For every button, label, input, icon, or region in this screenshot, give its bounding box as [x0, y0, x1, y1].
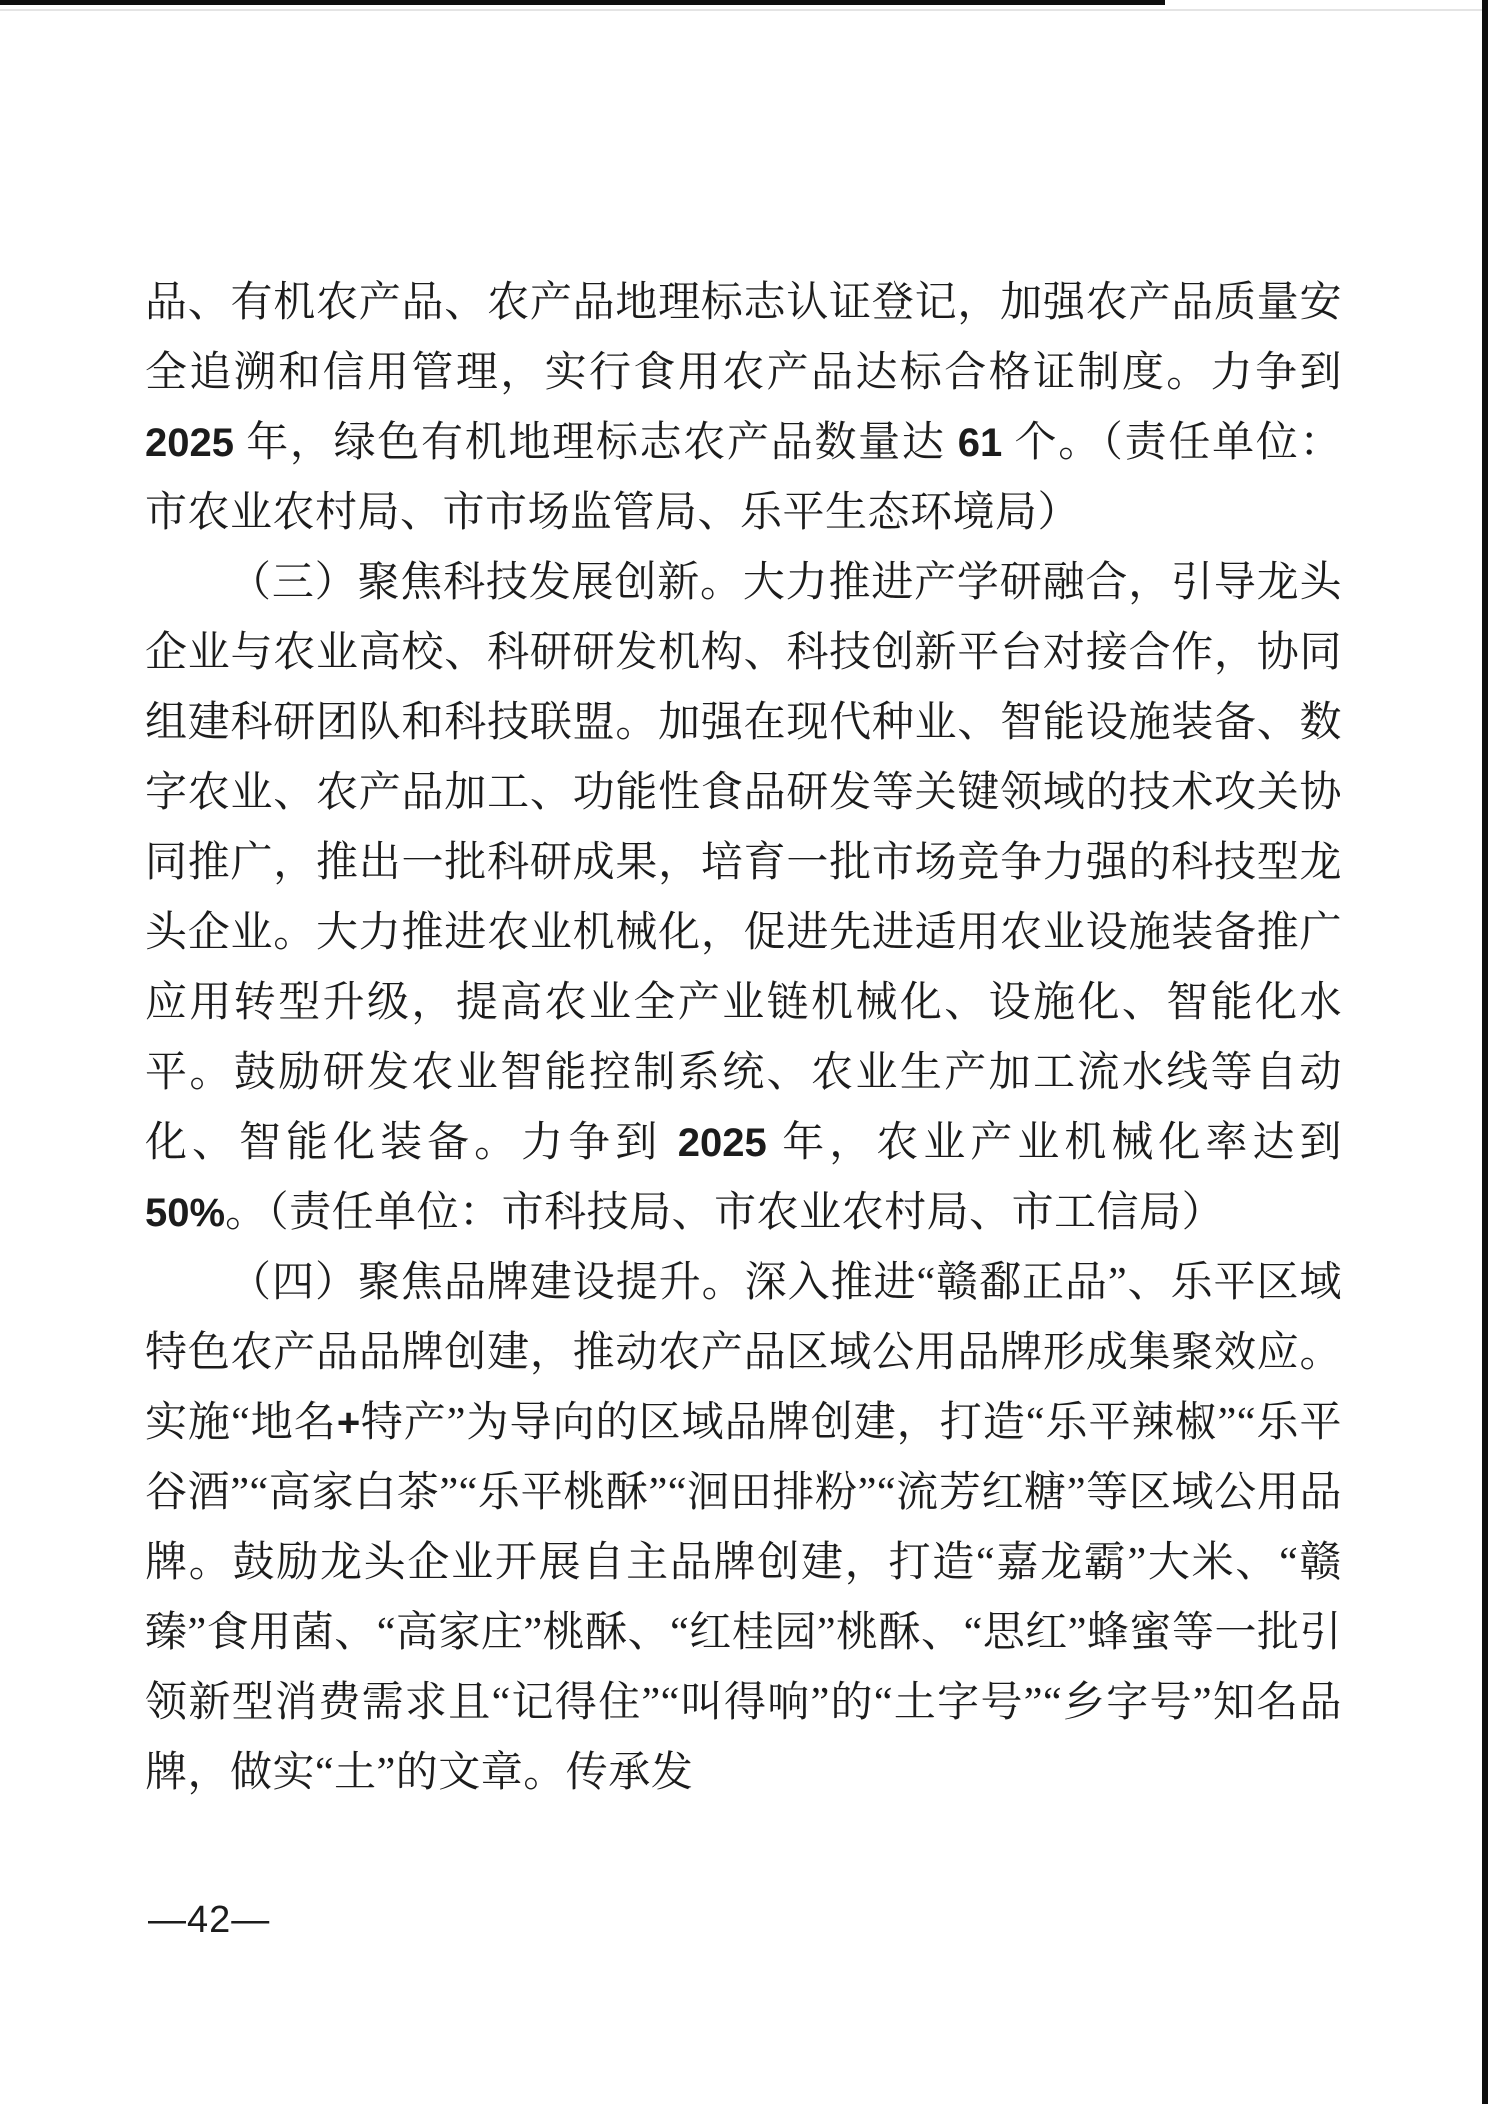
cjk-text-run: 年，绿色有机地理标志农产品数量达: [233, 420, 958, 466]
cjk-text-run: 特产”为导向的区域品牌创建，打造“乐平辣椒”“乐平谷酒”“高家白茶”“乐平桃酥”“洄田排粉”“流芳红糖”等区域公用品牌。鼓励龙头企业开展自主品牌创建，打造“嘉龙霸”大米、“赣臻”食用菌、“高家庄”桃酥、“红桂园”桃酥、“思红”蜂蜜等一批引领新型消费需求且“记得住”“叫得响”的“土字号”“乡字号”知名品牌，做实“土”的文章。传承发: [145, 1400, 1342, 1796]
body-paragraph: [145, 1248, 1342, 1808]
body-paragraph: [145, 268, 1342, 548]
cjk-text-run: 年，农业产业机械化率达到: [766, 1120, 1342, 1166]
body-paragraph: [145, 548, 1342, 1248]
cjk-text-run: （三）聚焦科技发展创新。大力推进产学研融合，引导龙头企业与农业高校、科研研发机构、科技创新平台对接合作，协同组建科研团队和科技联盟。加强在现代种业、智能设施装备、数字农业、农产品加工、功能性食品研发等关键领域的技术攻关协同推广，推出一批科研成果，培育一批市场竞争力强的科技型龙头企业。大力推进农业机械化，促进先进适用农业设施装备推广应用转型升级，提高农业全产业链机械化、设施化、智能化水平。鼓励研发农业智能控制系统、农业生产加工流水线等自动化、智能化装备。力争到: [145, 560, 1342, 1166]
scan-artifact-hairline: [0, 9, 1488, 11]
latin-numeral: 2025: [677, 1121, 767, 1165]
cjk-text-run: 品、有机农产品、农产品地理标志认证登记，加强农产品质量安全追溯和信用管理，实行食用农产品达标合格证制度。力争到: [145, 280, 1342, 396]
scan-artifact-right-edge: [1482, 0, 1488, 2104]
latin-numeral: 2025: [145, 421, 234, 465]
cjk-text-run: 。（责任单位：市科技局、市农业农村局、市工信局）: [225, 1190, 1225, 1236]
latin-numeral: 50%: [145, 1191, 226, 1235]
page-number: —42—: [148, 1899, 271, 1941]
cjk-text-run: （四）聚焦品牌建设提升。深入推进“赣鄱正品”、乐平区域特色农产品品牌创建，推动农产品区域公用品牌形成集聚效应。实施“地名: [145, 1260, 1342, 1446]
document-body: [145, 268, 1342, 1808]
latin-numeral: +: [336, 1401, 361, 1445]
scan-artifact-top-edge: [0, 0, 1165, 5]
cjk-text-run: 个。（责任单位：市农业农村局、市市场监管局、乐平生态环境局）: [145, 420, 1342, 536]
latin-numeral: 61: [957, 421, 1003, 465]
